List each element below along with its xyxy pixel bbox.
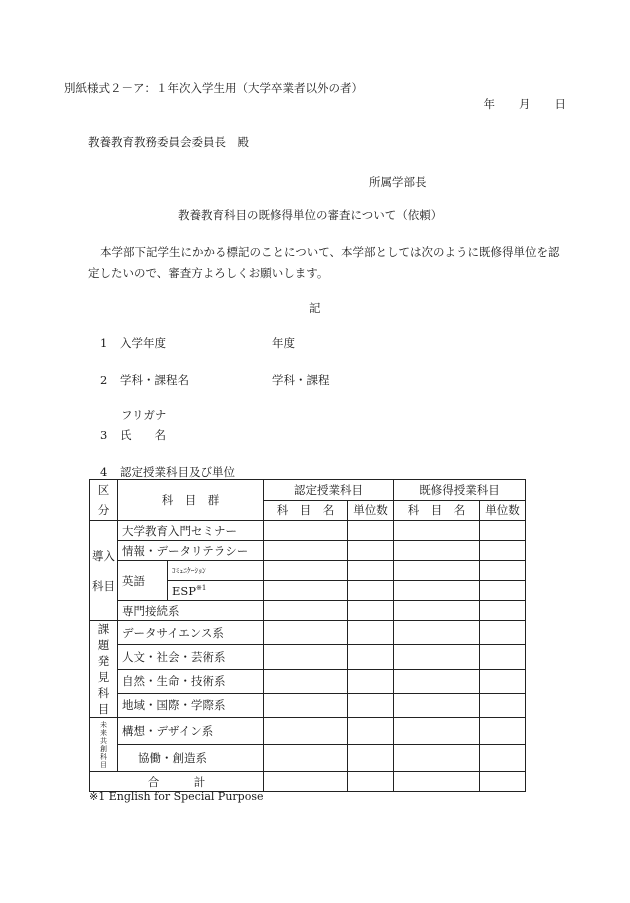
furigana-label: フリガナ xyxy=(121,408,167,422)
credit-table xyxy=(89,479,526,792)
header-kubun: 区分 xyxy=(90,480,118,521)
item-3 xyxy=(100,427,272,443)
row-label: データサイエンス系 xyxy=(118,621,264,645)
row-label: 協働・創造系 xyxy=(118,745,264,772)
item-value: 年度 xyxy=(272,336,295,350)
table-row xyxy=(90,745,526,772)
item-number: 2 xyxy=(100,373,108,387)
form-id: 別紙様式２－ア：１年次入学生用（大学卒業者以外の者） xyxy=(64,81,363,95)
item-label: 入学年度 xyxy=(120,336,166,350)
sender: 所属学部長 xyxy=(369,175,427,189)
body-text: 本学部下記学生にかかる標記のことについて、本学部としては次のように既修得単位を認定したいので、審査方よろしくお願いします。 xyxy=(88,245,560,280)
date-year-label: 年 xyxy=(483,97,495,111)
item-2 xyxy=(100,372,330,388)
subject-title: 教養教育科目の既修得単位の審査について（依頼） xyxy=(178,208,443,222)
group-label: 未来共創科目 xyxy=(90,718,118,772)
row-label: 構想・デザイン系 xyxy=(118,718,264,745)
table-total-row xyxy=(90,772,526,792)
item-1 xyxy=(100,335,295,351)
row-label: 専門接続系 xyxy=(118,601,264,621)
header-tani: 単位数 xyxy=(480,500,526,521)
date-day-label: 日 xyxy=(554,97,566,111)
item-4 xyxy=(100,464,235,480)
row-label: 地域・国際・学際系 xyxy=(118,693,264,717)
header-nintei: 認定授業科目 xyxy=(264,480,394,501)
item-number: 1 xyxy=(100,336,108,350)
table-row xyxy=(90,693,526,717)
header-kamokumei: 科 目 名 xyxy=(264,500,348,521)
item-number: 3 xyxy=(100,428,108,442)
row-label: 情報・データリテラシー xyxy=(118,541,264,561)
header-kamokumei: 科 目 名 xyxy=(394,500,480,521)
row-sublabel-esp: ESP$^{※1}$ xyxy=(168,581,264,601)
row-label: 英語 xyxy=(118,561,168,601)
date-month-label: 月 xyxy=(519,97,531,111)
item-number: 4 xyxy=(100,465,108,479)
table-row xyxy=(90,645,526,669)
table-row xyxy=(90,621,526,645)
group-label: 導入科目 xyxy=(90,521,118,621)
item-label: 氏 名 xyxy=(120,428,166,442)
item-label: 認定授業科目及び単位 xyxy=(120,465,235,479)
table-row xyxy=(90,561,526,581)
header-kishu: 既修得授業科目 xyxy=(394,480,526,501)
footnote: ※1 English for Special Purpose xyxy=(89,790,264,803)
item-value: 学科・課程 xyxy=(272,373,330,387)
table-row xyxy=(90,669,526,693)
ki-heading: 記 xyxy=(309,301,321,315)
date-line xyxy=(484,96,567,112)
header-kamokugun: 科 目 群 xyxy=(118,480,264,521)
table-row xyxy=(90,601,526,621)
item-label: 学科・課程名 xyxy=(120,373,189,387)
row-sublabel: ｺﾐｭﾆｹｰｼｮﾝ xyxy=(168,561,264,581)
addressee: 教養教育教務委員会委員長 殿 xyxy=(88,135,249,149)
row-label: 自然・生命・技術系 xyxy=(118,669,264,693)
table-header-row xyxy=(90,480,526,501)
table-row xyxy=(90,521,526,541)
row-label: 大学教育入門セミナー xyxy=(118,521,264,541)
row-label: 人文・社会・芸術系 xyxy=(118,645,264,669)
table-row xyxy=(90,718,526,745)
table-row xyxy=(90,541,526,561)
total-label: 合 計 xyxy=(90,772,264,792)
group-label: 課題発見科目 xyxy=(90,621,118,718)
header-tani: 単位数 xyxy=(348,500,394,521)
